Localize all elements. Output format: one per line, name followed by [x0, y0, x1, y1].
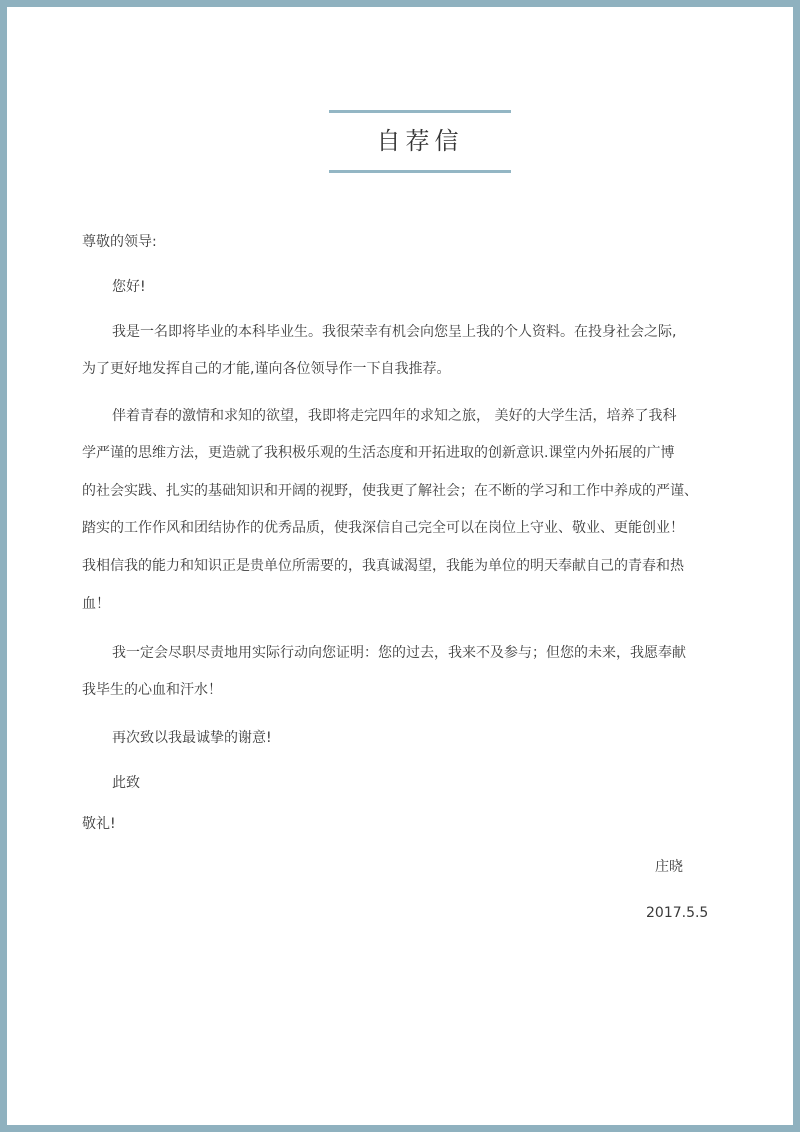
paragraph-2-line-5: 我相信我的能力和知识正是贵单位所需要的，我真诚渴望，我能为单位的明天奉献自己的青春和热: [82, 558, 684, 574]
paragraph-2-line-2: 学严谨的思维方法，更造就了我积极乐观的生活态度和开拓进取的创新意识.课堂内外拓展的广博: [82, 445, 675, 461]
page-title: 自荐信: [376, 127, 464, 155]
date: 2017.5.5: [646, 905, 709, 921]
paragraph-2-line-6: 血！: [82, 596, 110, 612]
paragraph-2-line-4: 踏实的工作作风和团结协作的优秀品质，使我深信自己完全可以在岗位上守业、敬业、更能创业！: [82, 520, 684, 536]
title-block: [329, 110, 511, 173]
closing-jingli: 敬礼!: [82, 816, 116, 832]
paragraph-1-line-1: 我是一名即将毕业的本科毕业生。我很荣幸有机会向您呈上我的个人资料。在投身社会之际,: [112, 324, 677, 340]
paragraph-1-line-2: 为了更好地发挥自己的才能,谨向各位领导作一下自我推荐。: [82, 361, 451, 377]
title-rule-top: [329, 110, 511, 113]
paragraph-3-line-2: 我毕生的心血和汗水！: [82, 682, 222, 698]
signature: 庄晓: [655, 859, 683, 875]
paragraph-2-line-3: 的社会实践、扎实的基础知识和开阔的视野，使我更了解社会；在不断的学习和工作中养成的严谨、: [82, 483, 698, 499]
paragraph-4-line-1: 再次致以我最诚挚的谢意!: [112, 730, 272, 746]
paragraph-2-line-1: 伴着青春的激情和求知的欲望，我即将走完四年的求知之旅， 美好的大学生活，培养了我科: [112, 408, 677, 424]
salutation: 尊敬的领导:: [82, 234, 157, 250]
title-rule-bottom: [329, 170, 511, 173]
greeting: 您好!: [112, 279, 146, 295]
closing-cizhi: 此致: [112, 775, 140, 791]
paragraph-3-line-1: 我一定会尽职尽责地用实际行动向您证明：您的过去，我来不及参与；但您的未来，我愿奉献: [112, 645, 686, 661]
